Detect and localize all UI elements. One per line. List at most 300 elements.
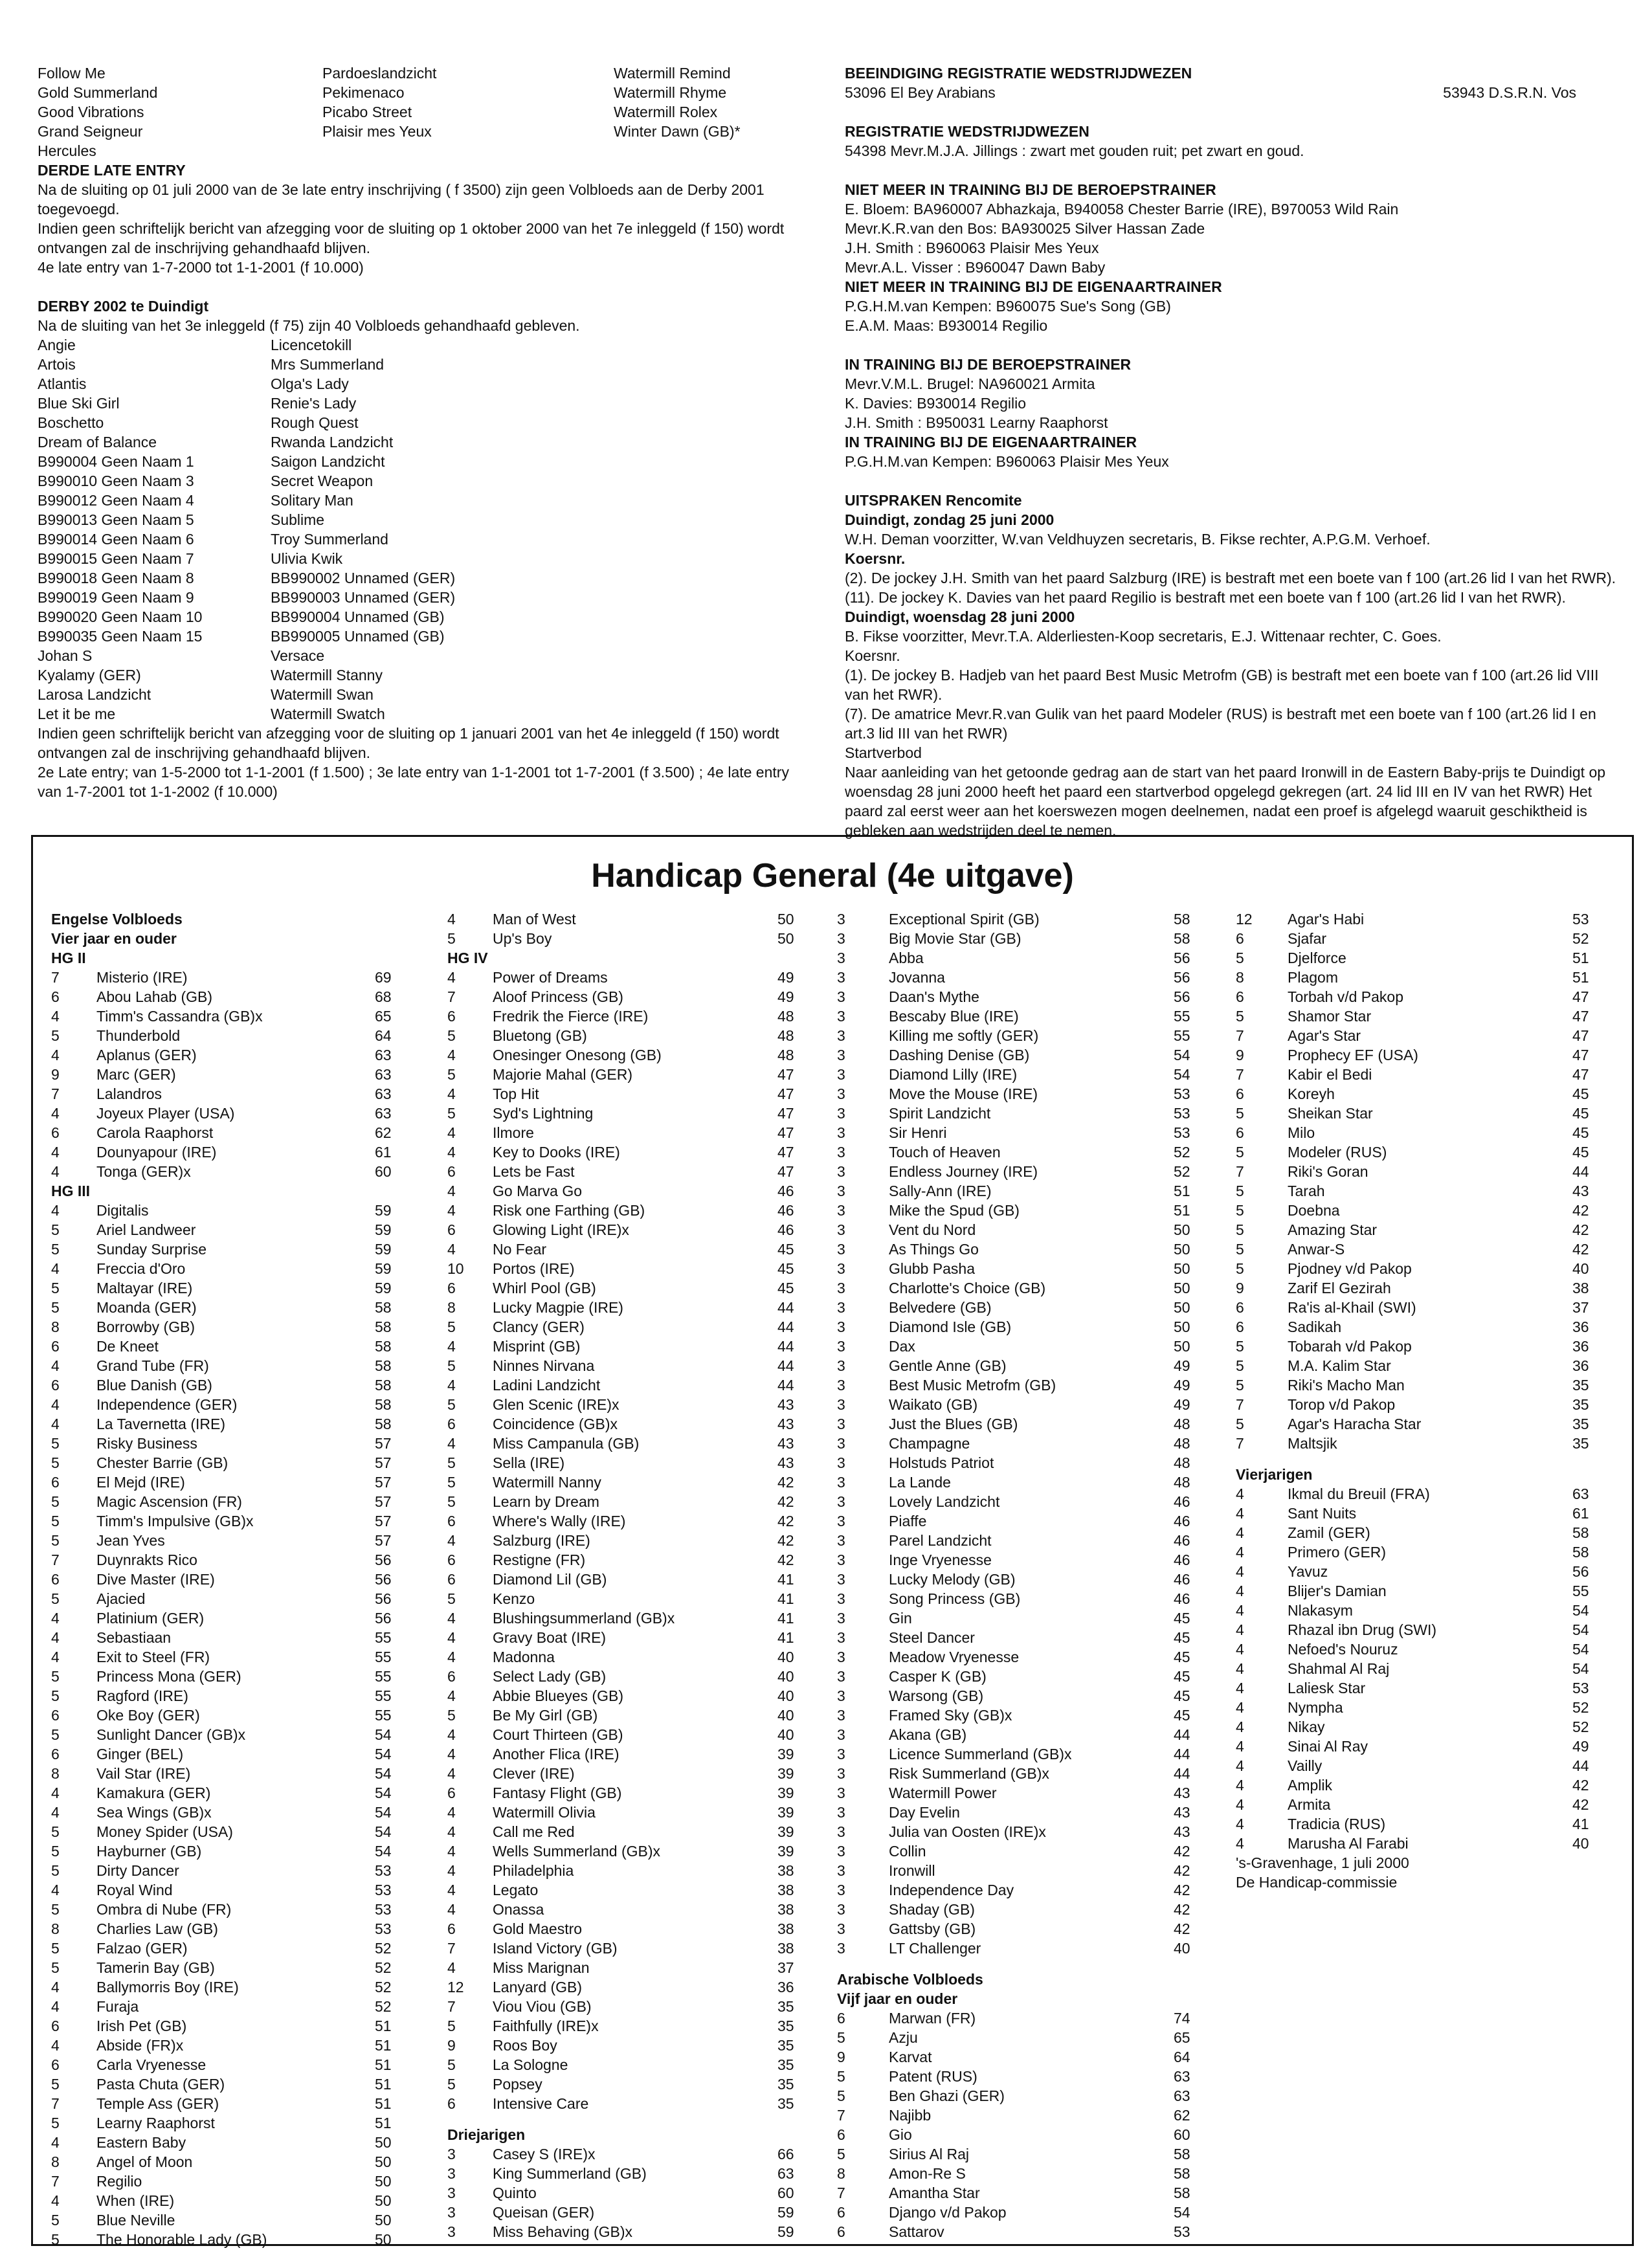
horse-age: 6	[51, 1338, 60, 1355]
horse-row	[837, 1026, 1225, 1045]
section-heading: Vierjarigen	[1236, 1466, 1313, 1483]
horse-row	[447, 1880, 829, 1900]
horse-name: Amon-Re S	[889, 2165, 966, 2182]
name-cell: Watermill Rolex	[614, 104, 718, 120]
horse-rating: 63	[1174, 2068, 1190, 2085]
horse-rating: 58	[1174, 930, 1190, 947]
horse-rating: 55	[375, 1649, 392, 1665]
horse-row	[1236, 1278, 1611, 1298]
horse-name: Zarif El Gezirah	[1288, 1280, 1391, 1296]
horse-rating: 56	[375, 1571, 392, 1588]
horse-name: Angel of Moon	[96, 2153, 193, 2170]
horse-name: Shaday (GB)	[889, 1901, 975, 1918]
horse-rating: 54	[375, 1843, 392, 1860]
horse-name: As Things Go	[889, 1241, 979, 1258]
trainer-line: P.G.H.M.van Kempen: B960075 Sue's Song (GB)	[845, 298, 1171, 315]
horse-age: 3	[837, 1668, 845, 1685]
horse-rating: 59	[777, 2223, 794, 2240]
horse-rating: 52	[1174, 1163, 1190, 1180]
horse-age: 4	[447, 1532, 456, 1549]
horse-row	[1236, 1356, 1611, 1375]
horse-name: Independence Day	[889, 1882, 1014, 1898]
horse-name: Tradicia (RUS)	[1288, 1816, 1386, 1832]
horse-row	[447, 2183, 829, 2203]
horse-row	[447, 2016, 829, 2036]
horse-row	[837, 1900, 1225, 1919]
horse-age: 5	[447, 1066, 456, 1083]
horse-row	[447, 1414, 829, 1434]
horse-row	[447, 1706, 829, 1725]
horse-rating: 52	[1572, 930, 1589, 947]
horse-row	[51, 1744, 433, 1764]
horse-age: 5	[51, 2076, 60, 2093]
derby-horse: Let it be me	[38, 706, 116, 722]
horse-row	[1236, 929, 1611, 948]
horse-rating: 42	[1572, 1221, 1589, 1238]
horse-rating: 48	[1174, 1435, 1190, 1452]
horse-row	[447, 1531, 829, 1550]
horse-name: Casper K (GB)	[889, 1668, 987, 1685]
horse-rating: 66	[777, 2146, 794, 2162]
horse-name: Maltayar (IRE)	[96, 1280, 193, 1296]
horse-row	[51, 1647, 433, 1667]
section-heading: Arabische Volbloeds	[837, 1971, 983, 1988]
horse-age: 5	[51, 1668, 60, 1685]
handicap-title: Handicap General (4e uitgave)	[591, 857, 1074, 895]
horse-age: 4	[51, 1804, 60, 1821]
horse-name: Piaffe	[889, 1513, 927, 1529]
derby-row	[38, 588, 801, 607]
horse-name: Learny Raaphorst	[96, 2115, 215, 2131]
horse-rating: 44	[777, 1338, 794, 1355]
horse-age: 6	[51, 1474, 60, 1491]
horse-row	[1236, 1756, 1611, 1775]
horse-name: Best Music Metrofm (GB)	[889, 1377, 1056, 1394]
horse-age: 9	[447, 2037, 456, 2054]
horse-rating: 61	[375, 1144, 392, 1161]
derby-horse: B990035 Geen Naam 15	[38, 628, 203, 645]
horse-row	[51, 2113, 433, 2133]
horse-name: Intensive Care	[493, 2095, 589, 2112]
horse-rating: 46	[777, 1183, 794, 1199]
horse-row	[51, 1473, 433, 1492]
horse-age: 9	[51, 1066, 60, 1083]
horse-name: Sally-Ann (IRE)	[889, 1183, 992, 1199]
horse-name: Abba	[889, 950, 924, 966]
derby-horse: Licencetokill	[271, 337, 352, 353]
horse-rating: 53	[1572, 911, 1589, 928]
derby-text-line: Indien geen schriftelijk bericht van afzegging voor de sluiting op 1 januari 2001 van het 4e inleggeld (f 150) wordt ontvangen zal de inschrijving gehandhaafd blijven.	[38, 725, 779, 761]
horse-age: 3	[837, 969, 845, 986]
horse-name: Princess Mona (GER)	[96, 1668, 241, 1685]
day2-items	[845, 665, 1622, 743]
horse-rating: 35	[1572, 1416, 1589, 1432]
derby-horse: B990018 Geen Naam 8	[38, 570, 194, 586]
horse-age: 5	[447, 1318, 456, 1335]
horse-name: Modeler (RUS)	[1288, 1144, 1387, 1161]
horse-row	[837, 1278, 1225, 1298]
horse-name: Carla Vryenesse	[96, 2056, 206, 2073]
horse-rating: 39	[777, 1765, 794, 1782]
horse-row	[447, 1045, 829, 1065]
horse-name: Najibb	[889, 2107, 932, 2124]
horse-rating: 47	[777, 1085, 794, 1102]
horse-age: 3	[837, 1144, 845, 1161]
horse-row	[447, 2222, 829, 2241]
horse-name: Clever (IRE)	[493, 1765, 575, 1782]
horse-age: 5	[447, 2018, 456, 2034]
horse-rating: 58	[1174, 911, 1190, 928]
horse-name: Torop v/d Pakop	[1288, 1396, 1396, 1413]
horse-age: 7	[1236, 1396, 1244, 1413]
horse-rating: 49	[1572, 1738, 1589, 1755]
horse-row	[51, 1414, 433, 1434]
horse-row	[1236, 1698, 1611, 1717]
horse-rating: 45	[1572, 1144, 1589, 1161]
footer-text: De Handicap-commissie	[1236, 1874, 1398, 1891]
derby-row	[38, 627, 801, 646]
horse-age: 4	[1236, 1757, 1244, 1774]
horse-name: Primero (GER)	[1288, 1544, 1387, 1561]
horse-name: Court Thirteen (GB)	[493, 1726, 623, 1743]
horse-name: Sjafar	[1288, 930, 1327, 947]
horse-rating: 45	[777, 1241, 794, 1258]
derby-horse: B990013 Geen Naam 5	[38, 511, 194, 528]
horse-rating: 55	[375, 1707, 392, 1724]
horse-row	[1236, 1259, 1611, 1278]
horse-rating: 54	[375, 1746, 392, 1762]
derby-horse: B990012 Geen Naam 4	[38, 492, 194, 509]
horse-name: Top Hit	[493, 1085, 539, 1102]
horse-row	[837, 1065, 1225, 1084]
horse-rating: 42	[777, 1474, 794, 1491]
horse-rating: 52	[375, 1998, 392, 2015]
horse-rating: 46	[1174, 1513, 1190, 1529]
horse-rating: 51	[1572, 950, 1589, 966]
horse-row	[837, 1162, 1225, 1181]
horse-age: 5	[1236, 1105, 1244, 1122]
horse-name: Kenzo	[493, 1590, 535, 1607]
horse-row	[837, 2008, 1225, 2028]
horse-age: 4	[447, 1202, 456, 1219]
horse-age: 5	[51, 1493, 60, 1510]
horse-name: LT Challenger	[889, 1940, 981, 1957]
horse-row	[1236, 1678, 1611, 1698]
horse-age: 3	[837, 950, 845, 966]
horse-name: Joyeux Player (USA)	[96, 1105, 235, 1122]
horse-age: 4	[51, 1163, 60, 1180]
name-cell: Watermill Rhyme	[614, 84, 727, 101]
horse-rating: 44	[777, 1377, 794, 1394]
horse-age: 9	[1236, 1280, 1244, 1296]
horse-age: 3	[837, 1920, 845, 1937]
horse-name: Big Movie Star (GB)	[889, 930, 1021, 947]
horse-row	[837, 2067, 1225, 2086]
horse-rating: 39	[777, 1823, 794, 1840]
horse-age: 4	[51, 1357, 60, 1374]
horse-rating: 52	[375, 1959, 392, 1976]
horse-rating: 50	[1174, 1318, 1190, 1335]
horse-age: 4	[447, 1746, 456, 1762]
horse-name: Just the Blues (GB)	[889, 1416, 1018, 1432]
top-left-section	[38, 63, 801, 801]
horse-rating: 56	[375, 1551, 392, 1568]
horse-name: Blushingsummerland (GB)x	[493, 1610, 675, 1627]
horse-rating: 53	[1572, 1680, 1589, 1696]
horse-age: 3	[837, 1901, 845, 1918]
horse-age: 3	[447, 2146, 456, 2162]
horse-age: 3	[837, 1260, 845, 1277]
horse-row	[1236, 1775, 1611, 1795]
horse-row	[51, 1084, 433, 1104]
horse-rating: 50	[1174, 1299, 1190, 1316]
day1-commission: W.H. Deman voorzitter, W.van Veldhuyzen secretaris, B. Fikse rechter, A.P.G.M. Verhoef.	[845, 531, 1431, 548]
horse-age: 5	[837, 2068, 845, 2085]
horse-row	[447, 1686, 829, 1706]
horse-rating: 58	[1174, 2146, 1190, 2162]
horse-name: Gentle Anne (GB)	[889, 1357, 1007, 1374]
horse-row	[1236, 1562, 1611, 1581]
horse-name: Quinto	[493, 2185, 537, 2201]
horse-rating: 50	[375, 2153, 392, 2170]
horse-age: 4	[51, 1202, 60, 1219]
horse-age: 7	[447, 988, 456, 1005]
name-cell	[322, 141, 614, 161]
horse-age: 5	[447, 1105, 456, 1122]
horse-age: 5	[51, 1299, 60, 1316]
horse-age: 3	[837, 1085, 845, 1102]
horse-rating: 59	[375, 1260, 392, 1277]
horse-name: Ikmal du Breuil (FRA)	[1288, 1485, 1430, 1502]
horse-age: 4	[1236, 1738, 1244, 1755]
horse-name: Man of West	[493, 911, 576, 928]
horse-name: Blue Danish (GB)	[96, 1377, 212, 1394]
trainer-line: K. Davies: B930014 Regilio	[845, 395, 1026, 412]
horse-row	[837, 1453, 1225, 1473]
horse-rating: 69	[375, 969, 392, 986]
horse-age: 5	[51, 1027, 60, 1044]
horse-row	[447, 1667, 829, 1686]
horse-row	[837, 2086, 1225, 2106]
horse-age: 6	[447, 1513, 456, 1529]
horse-age: 3	[837, 1940, 845, 1957]
horse-row	[447, 1337, 829, 1356]
horse-rating: 42	[1174, 1920, 1190, 1937]
horse-row	[447, 1511, 829, 1531]
horse-name: King Summerland (GB)	[493, 2165, 647, 2182]
horse-name: Abside (FR)x	[96, 2037, 184, 2054]
horse-name: Endless Journey (IRE)	[889, 1163, 1038, 1180]
horse-row	[837, 1317, 1225, 1337]
horse-name: Freccia d'Oro	[96, 1260, 186, 1277]
day1-items	[845, 568, 1622, 607]
handicap-column-3	[837, 909, 1225, 2241]
horse-name: Sinai Al Ray	[1288, 1738, 1368, 1755]
horse-age: 3	[837, 1105, 845, 1122]
horse-rating: 44	[777, 1318, 794, 1335]
beeindiging-right: 53943 D.S.R.N. Vos	[1443, 84, 1576, 101]
day2-commission: B. Fikse voorzitter, Mevr.T.A. Alderliesten-Koop secretaris, E.J. Wittenaar rechter, C. Goes.	[845, 628, 1442, 645]
horse-name: Abbie Blueyes (GB)	[493, 1687, 623, 1704]
horse-rating: 58	[375, 1377, 392, 1394]
horse-row	[837, 1201, 1225, 1220]
horse-age: 5	[1236, 1377, 1244, 1394]
horse-name: Gattsby (GB)	[889, 1920, 976, 1937]
derby-row	[38, 394, 801, 413]
names-row	[38, 122, 801, 141]
horse-rating: 38	[777, 1920, 794, 1937]
horse-row	[447, 1744, 829, 1764]
horse-age: 4	[447, 911, 456, 928]
horse-name: Timm's Cassandra (GB)x	[96, 1008, 263, 1025]
horse-name: Day Evelin	[889, 1804, 960, 1821]
horse-row	[837, 1783, 1225, 1803]
horse-row	[51, 2055, 433, 2074]
horse-name: Dounyapour (IRE)	[96, 1144, 217, 1161]
registratie-text: 54398 Mevr.M.J.A. Jillings : zwart met gouden ruit; pet zwart en goud.	[845, 142, 1304, 159]
horse-age: 3	[837, 930, 845, 947]
trainer-line: J.H. Smith : B960063 Plaisir Mes Yeux	[845, 239, 1099, 256]
day2-heading: Duindigt, woensdag 28 juni 2000	[845, 608, 1075, 625]
names-table	[38, 63, 801, 161]
horse-name: Sadikah	[1288, 1318, 1342, 1335]
horse-row	[1236, 1717, 1611, 1737]
horse-row	[51, 1395, 433, 1414]
horse-age: 3	[837, 1357, 845, 1374]
horse-age: 4	[1236, 1563, 1244, 1580]
horse-name: Ariel Landweer	[96, 1221, 196, 1238]
horse-rating: 59	[777, 2204, 794, 2221]
horse-rating: 54	[1572, 1602, 1589, 1619]
registratie-heading: REGISTRATIE WEDSTRIJDWEZEN	[845, 123, 1089, 140]
horse-name: Aloof Princess (GB)	[493, 988, 623, 1005]
horse-age: 4	[51, 1649, 60, 1665]
horse-age: 4	[51, 1008, 60, 1025]
horse-age: 6	[447, 1280, 456, 1296]
horse-row	[1236, 987, 1611, 1006]
horse-rating: 50	[1174, 1221, 1190, 1238]
derby-text	[38, 724, 801, 801]
horse-name: Learn by Dream	[493, 1493, 599, 1510]
horse-rating: 60	[777, 2185, 794, 2201]
horse-age: 7	[51, 969, 60, 986]
horse-row	[837, 1104, 1225, 1123]
horse-row	[1236, 1395, 1611, 1414]
horse-row	[447, 1395, 829, 1414]
horse-name: Risky Business	[96, 1435, 197, 1452]
horse-rating: 43	[1174, 1823, 1190, 1840]
derby-horse: Boschetto	[38, 414, 104, 431]
horse-name: Tonga (GER)x	[96, 1163, 191, 1180]
horse-row	[447, 1608, 829, 1628]
horse-rating: 51	[375, 2115, 392, 2131]
horse-row	[51, 1706, 433, 1725]
trainer-line: E.A.M. Maas: B930014 Regilio	[845, 317, 1048, 334]
horse-name: No Fear	[493, 1241, 547, 1258]
horse-row	[51, 1822, 433, 1841]
horse-age: 5	[447, 1396, 456, 1413]
horse-rating: 53	[375, 1920, 392, 1937]
horse-row	[837, 948, 1225, 968]
horse-row	[837, 1608, 1225, 1628]
derby-horse: B990020 Geen Naam 10	[38, 608, 203, 625]
horse-age: 6	[837, 2126, 845, 2143]
horse-age: 3	[837, 1416, 845, 1432]
horse-rating: 47	[777, 1066, 794, 1083]
section-heading: Engelse Volbloeds	[51, 911, 183, 928]
horse-age: 4	[447, 1085, 456, 1102]
horse-row	[1236, 1542, 1611, 1562]
horse-rating: 43	[777, 1454, 794, 1471]
horse-name: Marwan (FR)	[889, 2010, 976, 2027]
derby-horse: B990014 Geen Naam 6	[38, 531, 194, 548]
horse-name: Temple Ass (GER)	[96, 2095, 219, 2112]
horse-rating: 37	[1572, 1299, 1589, 1316]
horse-row	[51, 1492, 433, 1511]
horse-age: 5	[1236, 1221, 1244, 1238]
horse-name: Timm's Impulsive (GB)x	[96, 1513, 254, 1529]
trainer-line: P.G.H.M.van Kempen: B960063 Plaisir Mes Yeux	[845, 453, 1169, 470]
horse-name: Move the Mouse (IRE)	[889, 1085, 1038, 1102]
horse-age: 4	[1236, 1777, 1244, 1794]
horse-row	[1236, 948, 1611, 968]
horse-name: Another Flica (IRE)	[493, 1746, 620, 1762]
horse-row	[1236, 968, 1611, 987]
horse-age: 6	[1236, 1124, 1244, 1141]
horse-rating: 47	[1572, 1047, 1589, 1063]
horse-row	[837, 1259, 1225, 1278]
horse-age: 4	[1236, 1718, 1244, 1735]
horse-age: 6	[447, 1920, 456, 1937]
horse-name: Agar's Haracha Star	[1288, 1416, 1422, 1432]
horse-row	[51, 1375, 433, 1395]
horse-row	[837, 1744, 1225, 1764]
name-cell: Winter Dawn (GB)*	[614, 123, 741, 140]
horse-age: 4	[1236, 1816, 1244, 1832]
horse-age: 5	[51, 1280, 60, 1296]
horse-name: Plagom	[1288, 969, 1338, 986]
horse-age: 4	[1236, 1699, 1244, 1716]
horse-name: Grand Tube (FR)	[96, 1357, 209, 1374]
horse-age: 4	[1236, 1641, 1244, 1658]
names-row	[38, 102, 801, 122]
horse-row	[51, 1531, 433, 1550]
derby-horse: Mrs Summerland	[271, 356, 385, 373]
horse-rating: 41	[777, 1571, 794, 1588]
horse-name: Marusha Al Farabi	[1288, 1835, 1409, 1852]
trainer-line: J.H. Smith : B950031 Learny Raaphorst	[845, 414, 1108, 431]
horse-row	[837, 2183, 1225, 2203]
horse-age: 6	[51, 1571, 60, 1588]
horse-name: Koreyh	[1288, 1085, 1335, 1102]
horse-rating: 42	[1174, 1901, 1190, 1918]
horse-name: Amantha Star	[889, 2185, 980, 2201]
horse-age: 3	[837, 1707, 845, 1724]
horse-rating: 56	[1174, 988, 1190, 1005]
horse-name: Fredrik the Fierce (IRE)	[493, 1008, 649, 1025]
horse-row	[447, 1958, 829, 1977]
horse-age: 3	[837, 1493, 845, 1510]
horse-row	[447, 1240, 829, 1259]
horse-name: Glen Scenic (IRE)x	[493, 1396, 620, 1413]
horse-rating: 58	[1174, 2165, 1190, 2182]
horse-age: 5	[837, 2029, 845, 2046]
horse-row	[447, 1065, 829, 1084]
horse-age: 5	[447, 1493, 456, 1510]
horse-name: Milo	[1288, 1124, 1315, 1141]
horse-age: 3	[447, 2165, 456, 2182]
horse-age: 5	[1236, 1416, 1244, 1432]
